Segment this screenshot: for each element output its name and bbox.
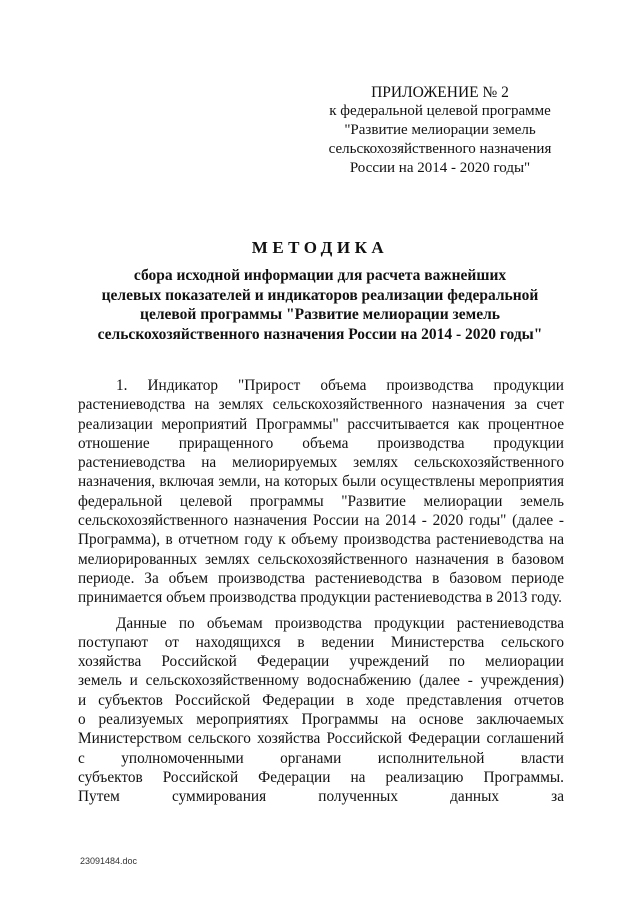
text-line: принимается объем производства продукции растениеводства в 2013 году. — [78, 589, 562, 607]
text-line: реализации мероприятий Программы" рассчитывается как процентное — [78, 415, 564, 433]
text-line: Путем суммирования полученных данных за — [78, 788, 564, 806]
text-line: назначения, включая земли, на которых были осуществлены мероприятия — [78, 473, 564, 491]
text-line: федеральной целевой программы "Развитие мелиорации земель — [78, 492, 564, 510]
subheading-line: целевых показателей и индикаторов реализации федеральной — [101, 286, 539, 304]
document-heading: МЕТОДИКА — [251, 238, 389, 257]
text-line: с уполномоченными органами исполнительной власти — [78, 749, 564, 767]
appendix-line: России на 2014 - 2020 годы" — [349, 160, 531, 176]
document-subheading — [40, 266, 600, 344]
text-line: периоде. За объем производства растениеводства в базовом периоде — [78, 569, 564, 587]
appendix-line: "Развитие мелиорации земель — [344, 122, 536, 138]
appendix-header — [300, 83, 580, 178]
text-line: и субъектов Российской Федерации в ходе представления отчетов — [78, 691, 564, 709]
document-body — [78, 376, 564, 807]
text-line: о реализуемых мероприятиях Программы на основе заключаемых — [78, 711, 564, 729]
text-line: Данные по объемам производства продукции растениеводства — [116, 614, 564, 632]
text-line: отношение приращенного объема производства продукции — [78, 434, 564, 452]
text-line: сельскохозяйственного назначения России на 2014 - 2020 годы" (далее - — [78, 512, 564, 530]
text-line: растениеводства на землях сельскохозяйственного назначения за счет — [78, 396, 564, 414]
text-line: хозяйства Российской Федерации учреждений по мелиорации — [78, 653, 564, 671]
text-line: субъектов Российской Федерации на реализацию Программы. — [78, 768, 564, 786]
subheading-line: сельскохозяйственного назначения России на 2014 - 2020 годы" — [97, 325, 543, 343]
text-line: растениеводства на мелиорируемых землях сельскохозяйственного — [78, 454, 564, 472]
text-line: Министерством сельского хозяйства Российской Федерации соглашений — [78, 730, 564, 748]
paragraph-2 — [78, 614, 564, 807]
file-name-footer: 23091484.doc — [80, 856, 138, 866]
paragraph-1 — [78, 376, 564, 608]
text-line: 1. Индикатор "Прирост объема производства продукции — [116, 377, 564, 394]
text-line: Программа), в отчетном году к объему производства растениеводства на — [78, 531, 564, 549]
appendix-line: к федеральной целевой программе — [329, 103, 551, 119]
subheading-line: сбора исходной информации для расчета важнейших — [133, 267, 507, 284]
subheading-line: целевой программы "Развитие мелиорации земель — [140, 306, 500, 323]
appendix-title: ПРИЛОЖЕНИЕ № 2 — [371, 84, 509, 101]
text-line: мелиорированных землях сельскохозяйственного назначения в базовом — [78, 550, 564, 568]
appendix-line: сельскохозяйственного назначения — [328, 141, 552, 157]
text-line: земель и сельскохозяйственному водоснабжению (далее - учреждения) — [78, 672, 564, 690]
text-line: поступают от находящихся в ведении Министерства сельского — [78, 633, 564, 651]
